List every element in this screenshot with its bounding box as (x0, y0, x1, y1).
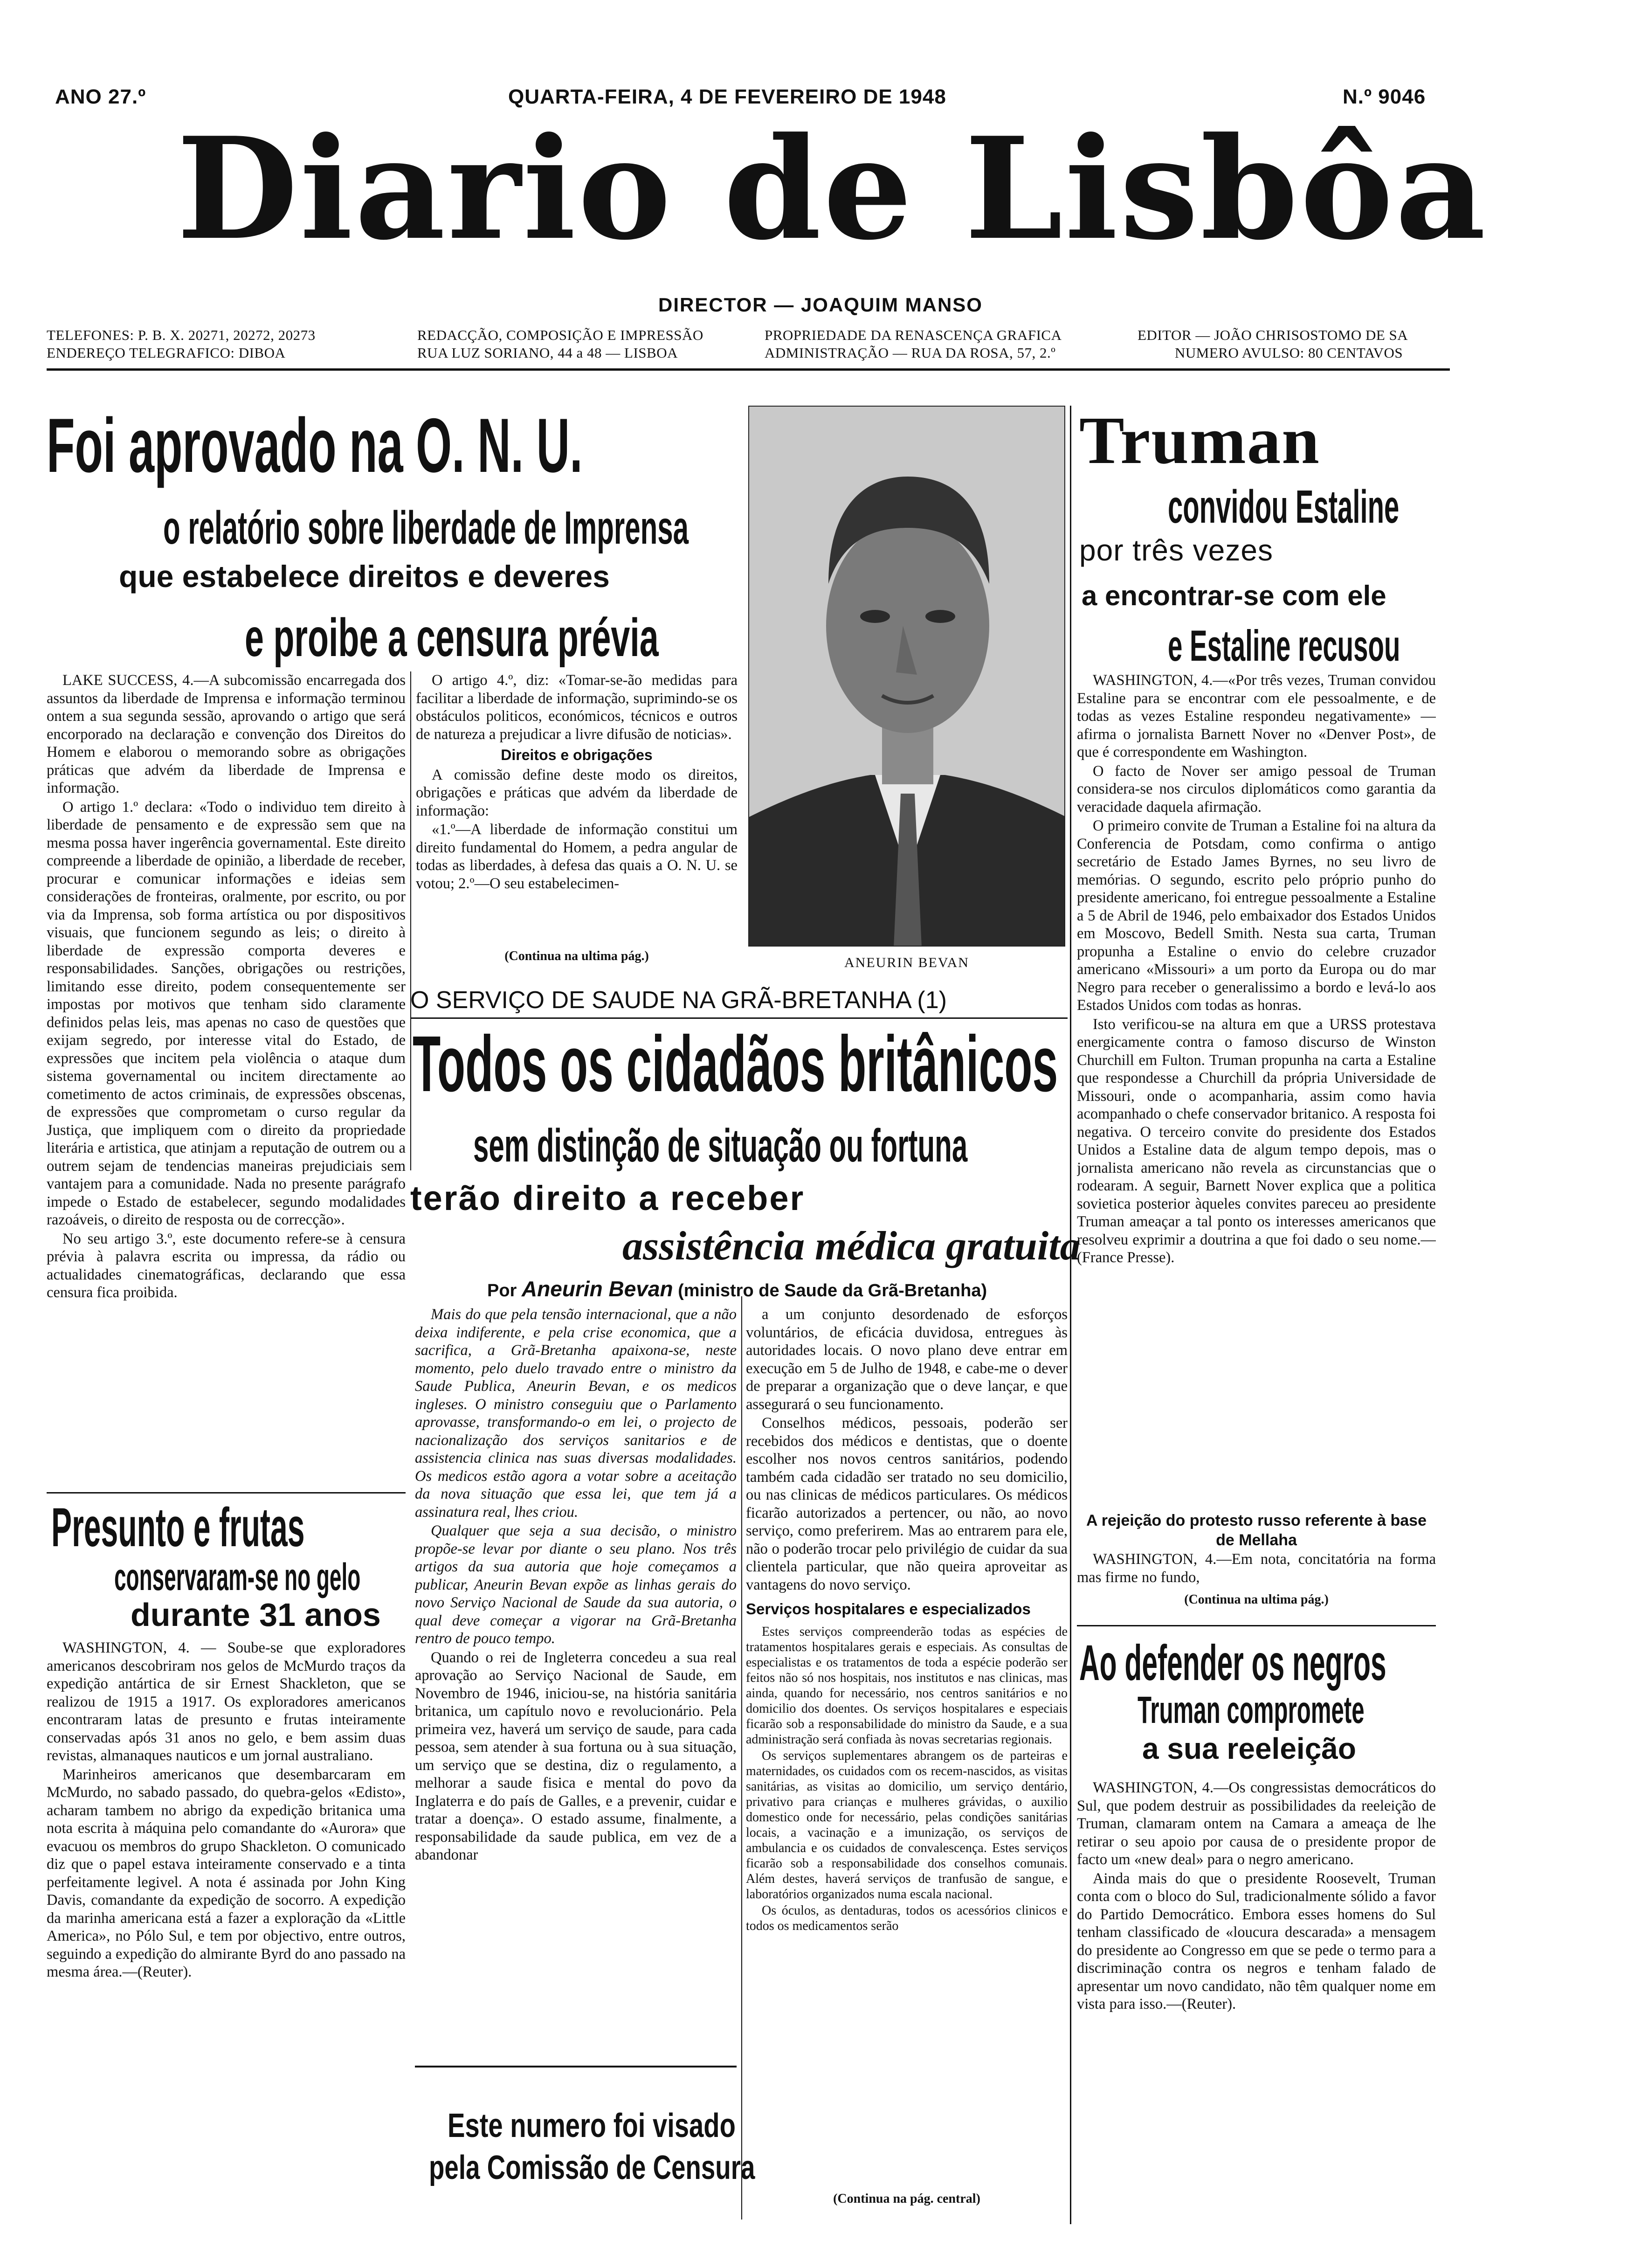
telefones: TELEFONES: P. B. X. 20271, 20272, 20273 (47, 327, 316, 343)
negros-rule (1077, 1625, 1436, 1626)
onu-column-1 (47, 671, 406, 1520)
onu-paragraph: LAKE SUCCESS, 4.—A subcomissão encarregada dos assuntos da liberdade de Imprensa e informação terminou ontem a sua segunda sessão, aprovando o artigo que será encorporado na declaração e convenção dos Direitos do Homem e elaborou o memorando sobre as obrigações práticas que advém da liberdade de Imprensa e informação. (47, 672, 406, 796)
censura-line-1: Este numero foi visado (448, 2107, 736, 2144)
negros-paragraph: Ainda mais do que o presidente Roosevelt, Truman conta com o bloco do Sul, tradicionalmente sólido a favor do Partido Democrático. Embora esses homens do Sul tenham classificado de «loucura descarada» a mensagem do presidente ao Congresso em que se pede o termo para a discriminação contra os negros e tenham falado de apresentar um novo candidato, não têm qualquer nome em vista para isso.—(Reuter). (1077, 1870, 1436, 2012)
onu-paragraph: No seu artigo 3.º, este documento refere-se à censura prévia à palavra escrita ou impressa, da rádio ou actualidades cinematográficas, declarando que essa censura fica proibida. (47, 1230, 406, 1301)
truman-section-subhead: A rejeição do protesto russo referente à base de Mellaha (1086, 1512, 1427, 1549)
truman-paragraph: O facto de Nover ser amigo pessoal de Truman considera-se nos circulos diplomáticos como garantia da veracidade daquela afirmação. (1077, 762, 1436, 816)
negros-deck: a sua reeleição (1142, 1732, 1356, 1765)
saude-intro: Mais do que pela tensão internacional, que a não deixa indiferente, e pela crise economica, que a sacrifica, a Grã-Bretanha apaixona-se, neste momento, pelo duelo travado entre o ministro da Saude Publica, Aneurin Bevan, e os medicos ingleses. O ministro conseguiu que o Parlamento aprovasse, transformando-o em lei, o projecto de nacionalização dos serviços sanitarios e de assistencia clinica nas suas diversas modalidades. Os medicos estão agora a votar sobre a aceitação da nova situação que essa lei, que tem já a assinatura real, lhes criou. (415, 1306, 737, 1521)
onu-paragraph: A comissão define deste modo os direitos, obrigações e práticas que advém da liberdade de informação: (416, 766, 738, 819)
photo-caption: ANEURIN BEVAN (844, 955, 969, 970)
onu-section-subhead: Direitos e obrigações (501, 747, 653, 763)
truman-paragraph: Isto verificou-se na altura em que a URSS protestava energicamente contra o famoso discurso de Winston Churchill em Fulton. Truman propunha na carta a Estaline que respondesse a Churchill da própria Universidade de Missouri, onde o acompanharia, assim como havia acompanhado o chefe conservador britanico. A resposta foi negativa. O terceiro convite do presidente dos Estados Unidos a Estaline data de algum tempo depois, mas o jornalista americano não revela as circunstancias que o rodearam. A seguir, Barnett Nover explica que a politica sovietica posterior àqueles convites pareceu ao presidente Truman ameaçar a tal ponto os interesses americanos que resolveu exprimir a doutrina a que foi dado o seu nome.—(France Presse). (1077, 1016, 1436, 1266)
saude-continued-note: (Continua na pág. central) (833, 2192, 980, 2206)
saude-headline: Todos os cidadãos britânicos (413, 1020, 1058, 1108)
saude-deck: terão direito a receber (410, 1179, 805, 1217)
truman-body-2 (1077, 1550, 1436, 1588)
truman-headline: Truman (1079, 403, 1320, 478)
censura-line-2: pela Comissão de Censura (429, 2149, 755, 2186)
onu-paragraph: O artigo 4.º, diz: «Tomar-se-ão medidas para facilitar a liberdade de informação, suprimindo-se os obstáculos politicos, económicos, técnicos e outros de natureza a prejudicar a livre difusão de noticias». (416, 672, 738, 743)
truman-paragraph: WASHINGTON, 4.—Em nota, concitatória na forma mas firme no fundo, (1077, 1551, 1436, 1586)
truman-deck-3: e Estaline recusou (1168, 621, 1400, 670)
onu-deck-2: e proibe a censura prévia (245, 608, 659, 668)
saude-paragraph: Quando o rei de Ingleterra concedeu a sua real aprovação ao Serviço Nacional de Saude, em Novembro de 1946, iniciou-se, na história sanitária britanica, um capítulo novo e revolucionário. Pela primeira vez, haverá um serviço de saude, para cada pessoa, sem atender à sua fortuna ou à sua situação, um serviço que se destina, diz o regulamento, a melhorar a saude fisica e mental do povo da Inglaterra e do país de Galles, e a prevenir, cuidar e tratar a doença». O estado assume, finalmente, a responsabilidade da saude publica, em vez de a abandonar (415, 1649, 737, 1863)
onu-continued-note: (Continua na ultima pág.) (504, 949, 649, 963)
saude-deck-2: assistência médica gratuita (622, 1224, 1081, 1269)
saude-subheadline: sem distinção de situação ou fortuna (473, 1120, 968, 1172)
onu-paragraph: O artigo 1.º declara: «Todo o individuo tem direito à liberdade de pensamento e de expressão sem que na mesma possa haver ingerência governamental. Este direito compreende a liberdade de opinião, a liberdade de receber, procurar e comunicar informações e ideias sem considerações de fronteiras, oralmente, por escrito, ou por via da Imprensa, sob forma artística ou por dispositivos visuais, que funcionem segundo as leis; o direito à liberdade de expressão comporta deveres e responsabilidades. Sanções, obrigações ou restrições, limitando esse direito, podem consequentemente ser impostas por motivos que tenham sido claramente definidos pelas leis, mas apenas no caso de questões que exijam segredo, por interesse vital do Estado, de expressões que incitem pela violência o ataque dum sistema governamental ou incitem directamente ao cometimento de actos criminais, de expressões obscenas, de expressões que comprometam o curso regular da Justiça, que impliquem com o direito da propriedade literária e artistica, que atinjam a reputação de outrem ou a outrem sejam de tendencias maneiras prejudiciais sem vantajem para a comunidade. Nada no presente parágrafo impede o Estado de estabelecer, segundo modalidades razoáveis, o direito de resposta ou de correcção». (47, 798, 406, 1228)
saude-paragraph: Conselhos médicos, pessoais, poderão ser recebidos dos médicos e dentistas, que o doente escolher nos novos centros sanitários, podendo também cada cidadão ser tratado no seu domicilio, ou nas clinicas de médicos particulares. Os médicos ficarão autorizados a pertencer, ou não, ao novo serviço, como preferirem. Mas ao entrarem para ele, não o poderão trocar pelo privilégio de cuidar da sua clientela particular, que não queira aproveitar as vantagens do novo serviço. (746, 1415, 1068, 1593)
onu-headline: Foi aprovado na O. N. U. (47, 402, 583, 488)
truman-body (1077, 671, 1436, 1508)
presunto-subheadline: conservaram-se no gelo (114, 1556, 361, 1598)
negros-body (1077, 1779, 1436, 2222)
column-rule (1070, 406, 1071, 2224)
byline-prefix: Por (487, 1281, 517, 1300)
saude-column-1 (415, 1306, 737, 2056)
masthead-rule (47, 368, 1450, 371)
portrait-illustration (749, 407, 1065, 947)
column-rule (410, 671, 411, 1170)
presunto-headline: Presunto e frutas (51, 1497, 305, 1558)
truman-paragraph: WASHINGTON, 4.—«Por três vezes, Truman convidou Estaline para se encontrar com ele pessoalmente, e de todas as vezes Estaline respondeu negativamente» — afirma o jornalista Barnett Nover no «Denver Post», de que é correspondente em Washington. (1077, 672, 1436, 761)
saude-section-subhead: Serviços hospitalares e especializados (746, 1600, 1031, 1618)
saude-paragraph-small: Os serviços suplementares abrangem os de parteiras e maternidades, os cuidados com os recem-nascidos, as visitas sanitárias, as visitas ao domicilio, um serviço dentário, privativo para crianças e mulheres grávidas, o auxilio domestico onde for necessário, pelas condições sanitárias locais, a vacinação e a imunização, os serviços de ambulancia e os cuidados de convalescença. Estes serviços ficarão sob a responsabilidade dos conselhos comunais. Além destes, haverá serviços de tranfusão de sangue, e laboratórios organizados numa escala nacional. (746, 1748, 1068, 1902)
truman-continued-note: (Continua na ultima pág.) (1184, 1592, 1329, 1607)
presunto-paragraph: Marinheiros americanos que desembarcaram em McMurdo, no sabado passado, do quebra-gelos «Edisto», acharam tambem no abrigo da expedição britanica uma nota escrita à máquina pelo comandante do «Aurora» que evacuou os membros do grupo Shackleton. O comunicado diz que o papel estava inteiramente conservado e a tinta perfeitamente legivel. A nota é assinada por John King Davis, comandante da expedição de socorro. A expedição da marinha americana está a fazer a exploração da «Little America», no Pólo Sul, e tem por objectivo, entre outros, seguindo a expedição do almirante Byrd do ano passado na mesma área.—(Reuter). (47, 1766, 406, 1980)
portrait-photo (748, 406, 1065, 947)
byline-author: Aneurin Bevan (521, 1277, 673, 1301)
onu-column-2 (416, 671, 738, 947)
presunto-rule (47, 1492, 406, 1494)
onu-paragraph: «1.º—A liberdade de informação constitui um direito fundamental do Homem, a pedra angular de todas as liberdades, à defesa das quais a O. N. U. se votou; 2.º—O seu estabelecimen- (416, 821, 738, 892)
saude-column-2 (746, 1306, 1068, 2131)
saude-intro: Qualquer que seja a sua decisão, o ministro propõe-se levar por diante o seu plano. Nos três artigos da sua autoria que hoje começamos a publicar, Aneurin Bevan expõe as linhas gerais do novo Serviço Nacional de Saude da sua autoria, o qual deve começar a vigorar na Grã-Bretanha rentro de pouco tempo. (415, 1522, 737, 1647)
presunto-paragraph: WASHINGTON, 4. — Soube-se que exploradores americanos descobriram nos gelos de McMurdo traços da expedição antártica de sir Ernest Shackleton, que se realizou de 1915 a 1917. Os exploradores americanos encontraram latas de presunto e frutas inteiramente conservadas após 31 anos no gelo, e bem assim duas revistas, almanaques nauticos e um jornal australiano. (47, 1639, 406, 1764)
propriedade: PROPRIEDADE DA RENASCENÇA GRAFICA (765, 327, 1062, 343)
editor: EDITOR — JOÃO CHRISOSTOMO DE SA (1138, 327, 1408, 343)
column-rule (741, 1296, 742, 2220)
saude-kicker: O SERVIÇO DE SAUDE NA GRÃ-BRETANHA (1) (410, 987, 947, 1014)
newspaper-title: Diario de Lisbôa (176, 106, 1488, 271)
negros-subheadline: Truman compromete (1138, 1689, 1365, 1731)
censura-box (415, 2066, 755, 2220)
director-line: DIRECTOR — JOAQUIM MANSO (658, 294, 983, 316)
redaccao: REDACÇÃO, COMPOSIÇÃO E IMPRESSÃO (417, 327, 703, 343)
truman-subheadline: convidou Estaline (1168, 481, 1400, 533)
truman-paragraph: O primeiro convite de Truman a Estaline foi na altura da Conferencia de Potsdam, como confirma o antigo secretário de Estado James Byrnes, no seu livro de memórias. O segundo, escrito pelo próprio punho do presidente americano, foi entregue pessoalmente a Estaline a 5 de Abril de 1946, pelo embaixador dos Estados Unidos em Moscovo, Bedell Smith. Nesta sua carta, Truman propunha a Estaline o envio do celebre cruzador americano «Missouri» a um porto da Europa ou do mar Negro para receber o generalissimo a bordo e levá-lo aos Estados Unidos com todas as honras. (1077, 817, 1436, 1014)
onu-subheadline: o relatório sobre liberdade de Imprensa (163, 502, 689, 554)
numero-avulso: NUMERO AVULSO: 80 CENTAVOS (1175, 345, 1403, 361)
administracao: ADMINISTRAÇÃO — RUA DA ROSA, 57, 2.º (765, 345, 1056, 361)
truman-deck: por três vezes (1079, 533, 1273, 567)
saude-byline (487, 1278, 987, 1302)
negros-paragraph: WASHINGTON, 4.—Os congressistas democráticos do Sul, que podem destruir as possibilidades da reeleição de Truman, clamaram ontem na Camara a ameaça de lhe retirar o seu apoio por causa de o presidente propor de facto um «new deal» para o negro americano. (1077, 1779, 1436, 1868)
edition-year: ANO 27.º (55, 85, 146, 108)
saude-paragraph: a um conjunto desordenado de esforços voluntários, de eficácia duvidosa, entregues às autoridades locais. O novo plano deve entrar em execução em 5 de Julho de 1948, e cabe-me o dever de preparar a organização que o deve lançar, e que assegurará o seu funcionamento. (746, 1306, 1068, 1413)
edition-number: N.º 9046 (1343, 85, 1426, 108)
edition-date: QUARTA-FEIRA, 4 DE FEVEREIRO DE 1948 (508, 85, 946, 108)
truman-deck-2: a encontrar-se com ele (1082, 580, 1386, 611)
saude-rule (410, 1017, 1068, 1019)
saude-paragraph-small: Os óculos, as dentaduras, todos os acessórios clinicos e todos os medicamentos serão (746, 1903, 1068, 1933)
onu-deck: que estabelece direitos e deveres (119, 559, 610, 594)
endereco-telegrafico: ENDEREÇO TELEGRAFICO: DIBOA (47, 345, 286, 361)
presunto-deck: durante 31 anos (131, 1597, 381, 1633)
redaccao-rua: RUA LUZ SORIANO, 44 a 48 — LISBOA (417, 345, 678, 361)
byline-role: (ministro de Saude da Grã-Bretanha) (678, 1281, 987, 1300)
negros-headline: Ao defender os negros (1079, 1634, 1386, 1691)
presunto-body (47, 1639, 406, 2222)
saude-paragraph-small: Estes serviços compreenderão todas as espécies de tratamentos hospitalares gerais e especiais. As consultas de especialistas e os tratamentos de toda a espécie poderão ser feitos não só nos hospitais, nos institutos e nas clinicas, mas ainda, quando for necessário, nos centros sanitários e no domicilio dos doentes. Os serviços hospitalares e especiais ficarão sob a responsabilidade do ministro da Saude, e a sua administração será confiada às novas secretarias regionais. (746, 1624, 1068, 1747)
